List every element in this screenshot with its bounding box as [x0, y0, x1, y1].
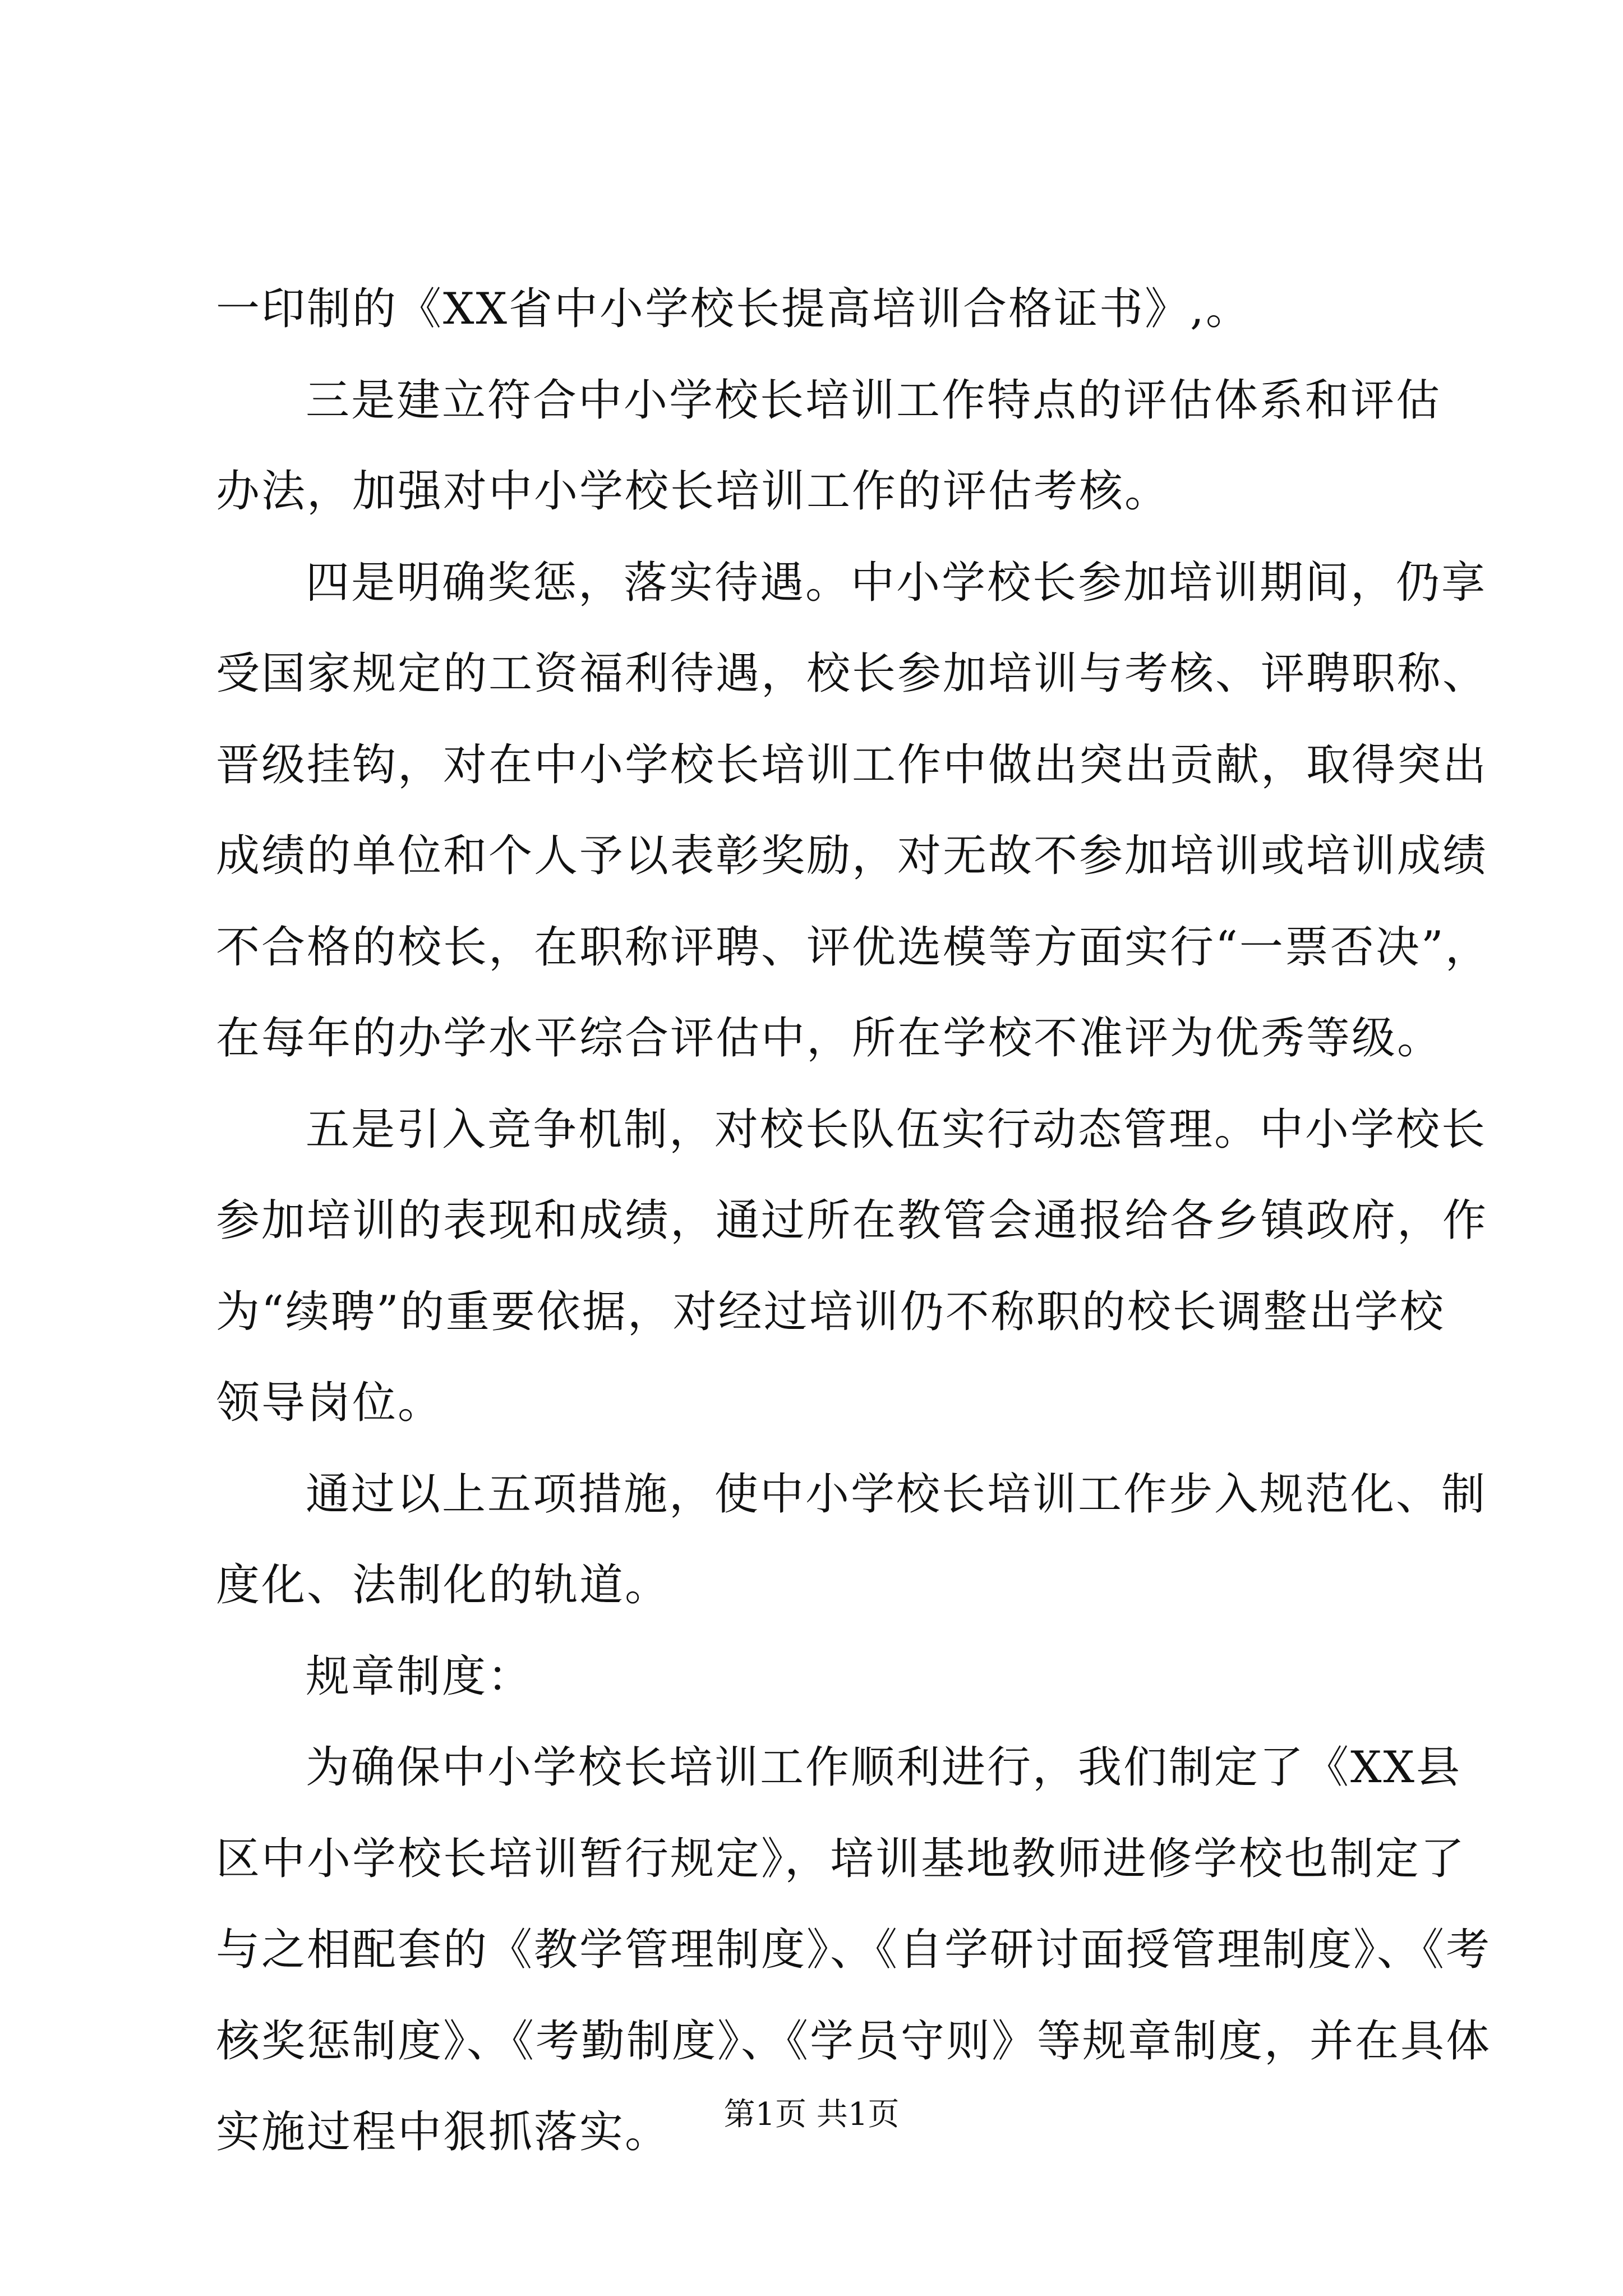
- text-line: 在每年的办学水平综合评估中，所在学校不准评为优秀等级。: [216, 1013, 1443, 1064]
- text-line: 不合格的校长，在职称评聘、评优选模等方面实行“一票否决”，: [216, 922, 1491, 973]
- text-line: 为“续聘”的重要依据，对经过培训仍不称职的校长调整出学校: [216, 1286, 1445, 1337]
- paragraph-start-line: 三是建立符合中小学校长培训工作特点的评估体系和评估: [306, 375, 1442, 426]
- page-number-footer: 第1页 共1页: [723, 2096, 900, 2133]
- paragraph-start-line: 五是引入竞争机制，对校长队伍实行动态管理。中小学校长: [306, 1104, 1487, 1155]
- text-line: 领导岗位。: [216, 1378, 444, 1428]
- paragraph-start-line: 四是明确奖惩，落实待遇。中小学校长参加培训期间，仍享: [306, 557, 1487, 608]
- text-line: 度化、法制化的轨道。: [216, 1560, 671, 1611]
- text-line: 核奖惩制度》、《考勤制度》、《学员守则》等规章制度，并在具体: [216, 2016, 1492, 2067]
- paragraph-start-line: 通过以上五项措施，使中小学校长培训工作步入规范化、制: [306, 1469, 1487, 1520]
- text-line: 受国家规定的工资福利待遇，校长参加培训与考核、评聘职称、: [216, 648, 1488, 699]
- document-body: [216, 264, 1492, 2178]
- text-line: 区中小学校长培训暂行规定》，培训基地教师进修学校也制定了: [216, 1833, 1467, 1884]
- paragraph-start-line: 为确保中小学校长培训工作顺利进行，我们制定了《XX县: [306, 1742, 1462, 1793]
- text-line: 与之相配套的《教学管理制度》、《自学研讨面授管理制度》、《考: [216, 1925, 1492, 1975]
- text-line: 实施过程中狠抓落实。: [216, 2107, 671, 2157]
- text-line: 晋级挂钩，对在中小学校长培训工作中做出突出贡献，取得突出: [216, 739, 1488, 790]
- text-line: 一印制的《XX省中小学校长提高培训合格证书》,。: [216, 284, 1251, 334]
- section-heading: 规章制度：: [306, 1651, 533, 1702]
- text-line: 办法，加强对中小学校长培训工作的评估考核。: [216, 466, 1170, 517]
- text-line: 参加培训的表现和成绩，通过所在教管会通报给各乡镇政府，作: [216, 1195, 1488, 1246]
- text-line: 成绩的单位和个人予以表彰奖励，对无故不参加培训或培训成绩: [216, 831, 1488, 881]
